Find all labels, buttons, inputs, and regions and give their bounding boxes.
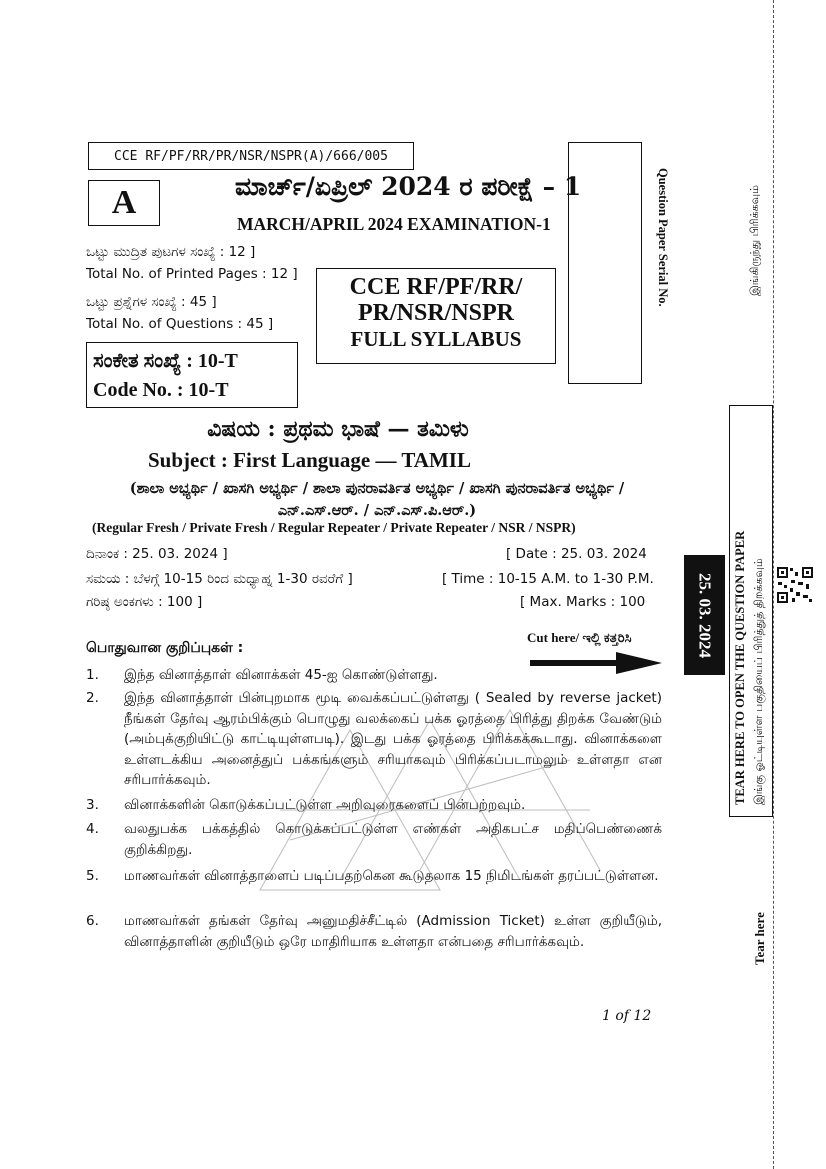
instruction-number: 3.	[86, 797, 99, 813]
instruction-number: 1.	[86, 667, 99, 683]
instruction-text: வலதுபக்க பக்கத்தில் கொடுக்கப்பட்டுள்ள எண்கள் அதிகபட்ச மதிப்பெண்ணைக் குறிக்கிறது.	[124, 821, 662, 858]
tear-line	[773, 0, 774, 1169]
exam-date-english: [ Date : 25. 03. 2024	[506, 546, 647, 562]
candidate-category-english: (Regular Fresh / Private Fresh / Regular Repeater / Private Repeater / NSR / NSPR)	[92, 520, 576, 535]
course-line-1: CCE RF/PF/RR/	[349, 274, 523, 300]
version-label: A	[88, 180, 160, 226]
instruction-text: மாணவர்கள் வினாத்தாளைப் படிப்பதற்கென கூடுதலாக 15 நிமிடங்கள் தரப்பட்டுள்ளன.	[124, 868, 659, 884]
instruction-number: 2.	[86, 690, 99, 706]
exam-time-english: [ Time : 10-15 A.M. to 1-30 P.M.	[442, 571, 654, 587]
instruction-text: மாணவர்கள் தங்கள் தேர்வு அனுமதிச்சீட்டில் (Admission Ticket) உள்ள குறியீடும், வினாத்தாளின் குறியீடும் ஒரே மாதிரியாக உள்ளதா என்பதை சரிபார்க்கவும்.	[124, 913, 662, 950]
exam-time-kannada: ಸಮಯ : ಬೆಳಗ್ಗೆ 10-15 ರಿಂದ ಮಧ್ಯಾಹ್ನ 1-30 ರವರೆಗೆ ]	[86, 571, 353, 587]
exam-date-kannada: ದಿನಾಂಕ : 25. 03. 2024 ]	[86, 546, 228, 562]
max-marks-kannada: ಗರಿಷ್ಠ ಅಂಕಗಳು : 100 ]	[86, 594, 203, 610]
course-box	[316, 268, 556, 364]
course-line-3: FULL SYLLABUS	[350, 327, 522, 351]
max-marks-english: [ Max. Marks : 100	[520, 594, 646, 610]
printed-pages-kannada: ಒಟ್ಟು ಮುದ್ರಿತ ಪುಟಗಳ ಸಂಖ್ಯೆ : 12 ]	[86, 244, 256, 260]
serial-number-label: Question Paper Serial No.	[656, 168, 670, 307]
code-number-box	[86, 342, 298, 408]
separate-here-label: இங்கிருந்து பிரிக்கவும்	[748, 184, 761, 296]
instruction-number: 6.	[86, 913, 99, 929]
seal-watermark-icon	[230, 690, 630, 910]
instruction-text: இந்த வினாத்தாள் பின்புறமாக மூடி வைக்கப்பட்டுள்ளது ( Sealed by reverse jacket) நீங்கள் தேர்வு ஆரம்பிக்கும் பொழுது வலக்கைப் பக்க ஓரத்தை பிரித்து திறக்க வேண்டும் (அம்புக்குறியிட்டு காட்டியுள்ளபடி). இடது பக்க ஓரத்தை பிரிக்கக்கூடாது. வினாக்களை உள்ளடக்கிய அனைத்துப் பக்கங்களும் சரியாகவும் பிரிக்கப்படாமலும் உள்ளதா என சரிபார்க்கவும்.	[124, 690, 662, 788]
instruction-number: 5.	[86, 868, 99, 884]
code-number-kannada: ಸಂಕೇತ ಸಂಖ್ಯೆ : 10-T	[93, 350, 238, 372]
tear-instruction-english: TEAR HERE TO OPEN THE QUESTION PAPER	[733, 530, 747, 805]
total-questions-kannada: ಒಟ್ಟು ಪ್ರಶ್ನೆಗಳ ಸಂಖ್ಯೆ : 45 ]	[86, 294, 217, 310]
candidate-category-kannada: (ಶಾಲಾ ಅಭ್ಯರ್ಥಿ / ಖಾಸಗಿ ಅಭ್ಯರ್ಥಿ / ಶಾಲಾ ಪುನರಾವರ್ತಿತ ಅಭ್ಯರ್ಥಿ / ಖಾಸಗಿ ಪುನರಾವರ್ತಿತ ಅಭ್ಯರ್ಥಿ / ಎನ್.ಎಸ್.ಆರ್. / ಎನ್.ಎಸ್.ಪಿ.ಆರ್.)	[129, 480, 625, 519]
printed-pages-english: Total No. of Printed Pages : 12 ]	[86, 266, 298, 282]
instruction-text: வினாக்களின் கொடுக்கப்பட்டுள்ள அறிவுரைகளைப் பின்பற்றவும்.	[124, 797, 526, 813]
subject-english: Subject : First Language — TAMIL	[148, 448, 471, 472]
instruction-item	[86, 911, 662, 952]
tear-here-label: Tear here	[752, 912, 767, 965]
instructions-heading: பொதுவான குறிப்புகள் :	[86, 640, 244, 656]
paper-code: CCE RF/PF/RR/PR/NSR/NSPR(A)/666/005	[88, 142, 414, 170]
total-questions-english: Total No. of Questions : 45 ]	[86, 316, 274, 332]
exam-date-strip: 25. 03. 2024	[684, 555, 725, 675]
tear-instruction-tamil: இங்கு ஓட்டியுள்ள பகுதியைப் பிரித்துத் திறக்கவும்	[752, 558, 765, 805]
cut-here-label: Cut here/ ಇಲ್ಲಿ ಕತ್ತರಿಸಿ	[527, 630, 632, 645]
code-number-english: Code No. : 10-T	[93, 379, 229, 401]
course-line-2: PR/NSR/NSPR	[357, 300, 514, 326]
exam-title-english: MARCH/APRIL 2024 EXAMINATION-1	[237, 214, 551, 234]
exam-title-kannada: ಮಾರ್ಚ್/ಏಪ್ರಿಲ್ 2024 ರ ಪರೀಕ್ಷೆ – 1	[235, 172, 582, 201]
qr-code-icon	[776, 566, 814, 604]
instruction-item	[86, 665, 662, 686]
instruction-text: இந்த வினாத்தாள் வினாக்கள் 45-ஐ கொண்டுள்ளது.	[124, 667, 438, 683]
page-number: 1 of 12	[602, 1008, 652, 1024]
serial-number-box	[568, 142, 642, 384]
subject-kannada: ವಿಷಯ : ಪ್ರಥಮ ಭಾಷೆ — ತಮಿಳು	[207, 416, 469, 442]
instruction-number: 4.	[86, 821, 99, 837]
